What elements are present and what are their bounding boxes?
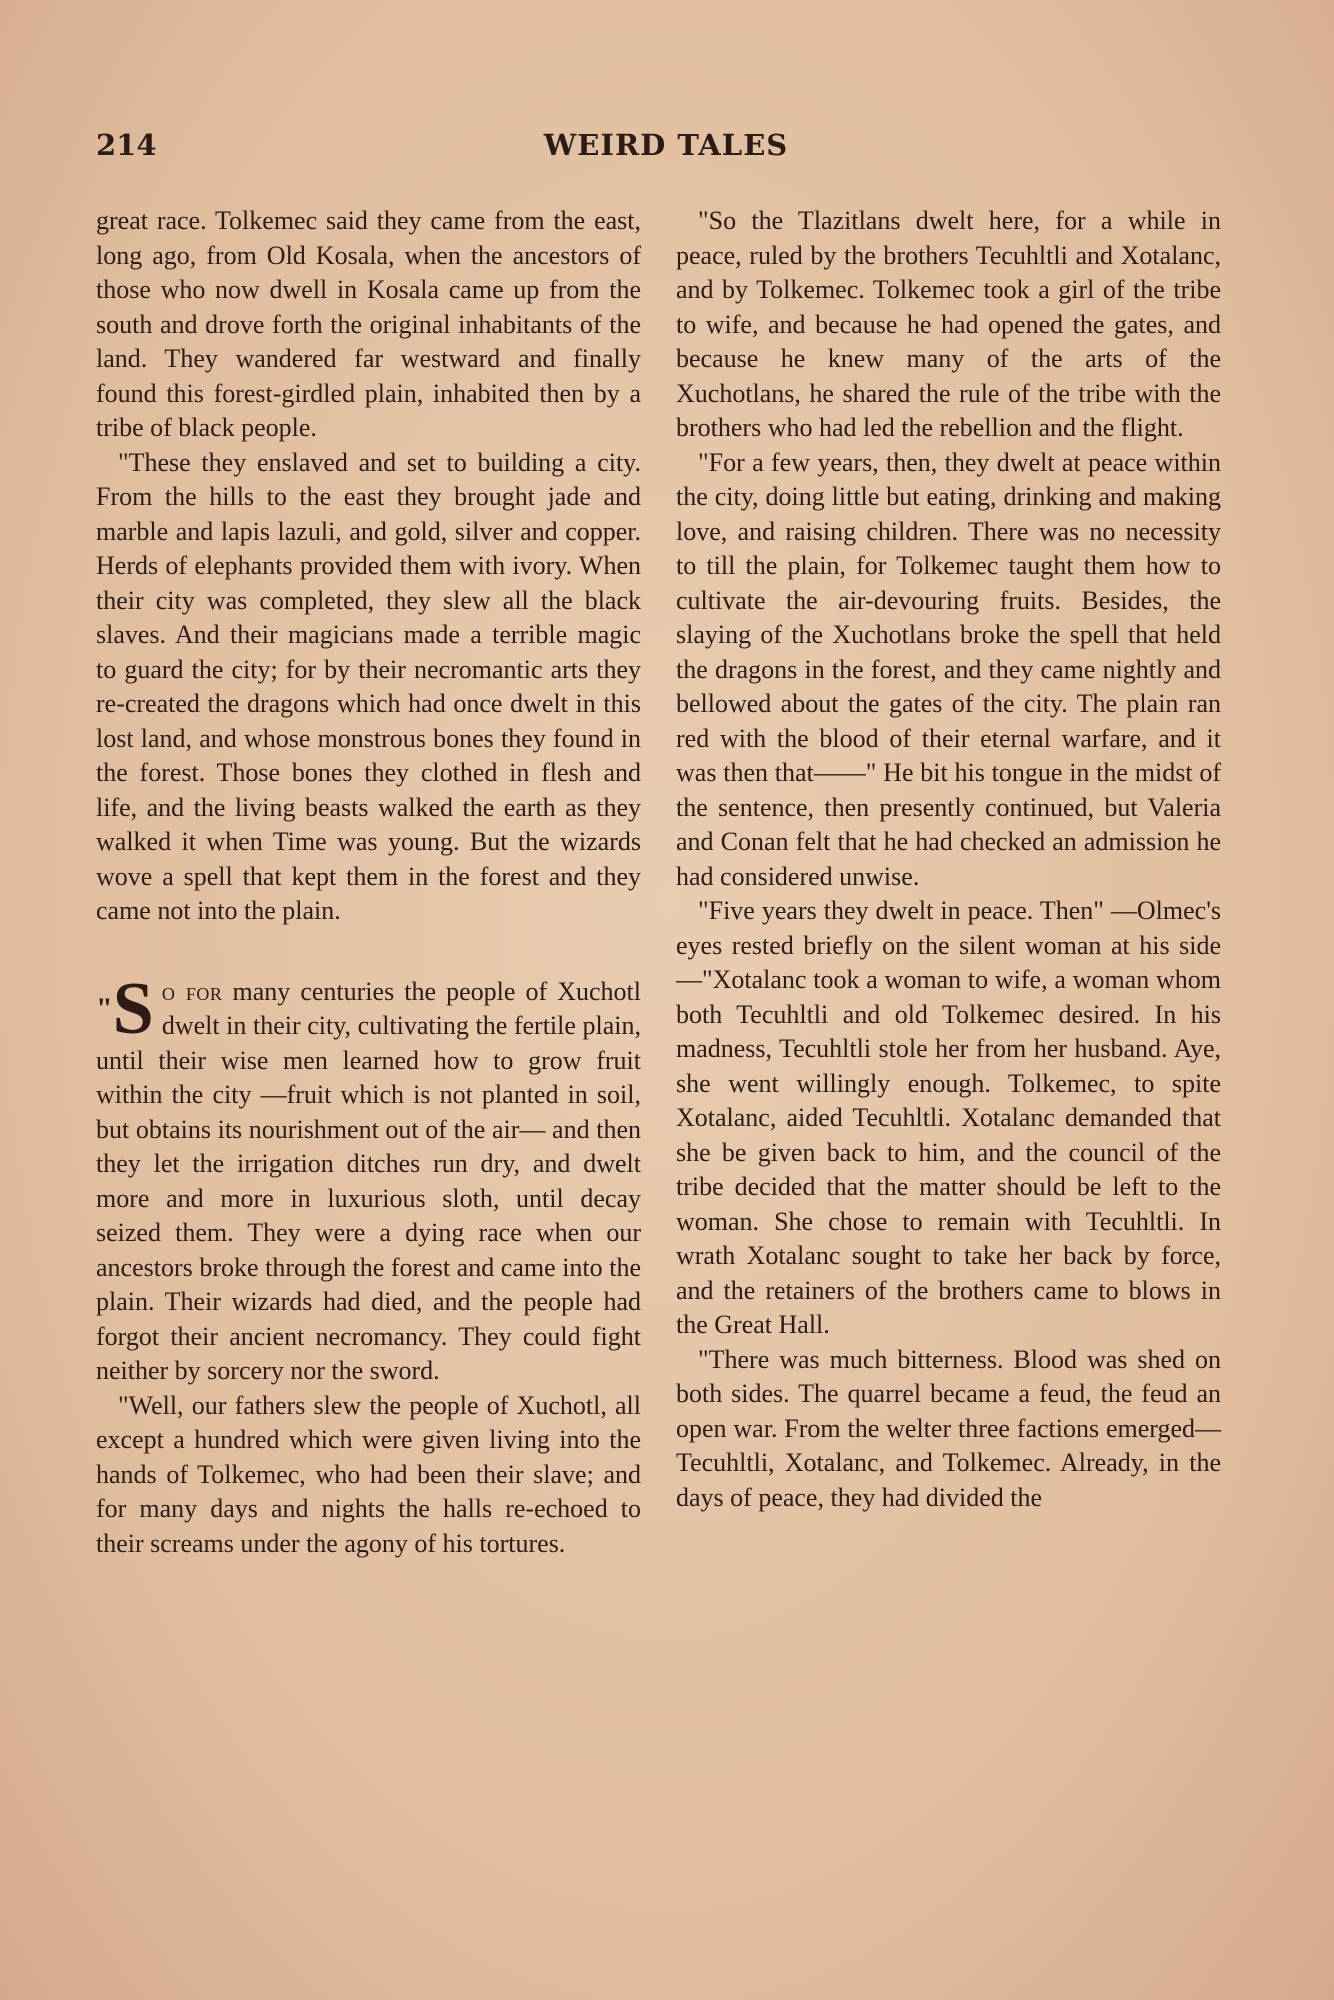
- dropcap-paragraph: [96, 967, 642, 1389]
- paragraph-text: many centuries the people of Xuchotl dwelt in their city, cultivating the fertile plain, until their wise men learned how to grow fruit within the city —fruit which is not planted in soil, but obtains its nourishment out of the air— and then they let the irrigation ditches run dry, and dwelt more and more in luxurious sloth, until decay seized them. They were a dying race when our ancestors broke through the forest and came into the plain. Their wizards had died, and the people had forgot their ancient necromancy. They could fight neither by sorcery nor the sword.: [96, 976, 642, 1385]
- opening-quote: ": [96, 991, 113, 1025]
- dropcap-letter: [96, 967, 154, 1050]
- smallcaps-lead: o for: [161, 976, 223, 1006]
- left-column: [96, 204, 641, 1561]
- page-number: 214: [96, 128, 157, 162]
- paragraph: "Five years they dwelt in peace. Then" —Olmec's eyes rested briefly on the silent woman at his side—"Xotalanc took a woman to wife, a woman whom both Tecuhltli and old Tolkemec desired. In his madness, Tecuhltli stole her from her husband. Aye, she went willingly enough. Tolkemec, to spite Xotalanc, aided Tecuhltli. Xotalanc demanded that she be given back to him, and the council of the tribe decided that the matter should be left to the woman. She chose to remain with Tecuhltli. In wrath Xotalanc sought to take her back by force, and the retainers of the brothers came to blows in the Great Hall.: [676, 896, 1221, 1339]
- paragraph: "Well, our fathers slew the people of Xuchotl, all except a hundred which were given living into the hands of Tolkemec, who had been their slave; and for many days and nights the halls re-echoed to their screams under the agony of his tortures.: [96, 1390, 641, 1558]
- paragraph: "So the Tlazitlans dwelt here, for a while in peace, ruled by the brothers Tecuhltli and Xotalanc, and by Tolkemec. Tolkemec took a girl of the tribe to wife, and because he had opened the gates, and because he knew many of the arts of the Xuchotlans, he shared the rule of the tribe with the brothers who had led the rebellion and the flight.: [676, 206, 1221, 442]
- paragraph: great race. Tolkemec said they came from the east, long ago, from Old Kosala, when the ancestors of those who now dwell in Kosala came up from the south and drove forth the original inhabitants of the land. They wandered far westward and finally found this forest-girdled plain, inhabited then by a tribe of black people.: [96, 206, 641, 442]
- dropcap-char: S: [112, 967, 154, 1050]
- paragraph: "For a few years, then, they dwelt at peace within the city, doing little but eating, drinking and making love, and raising children. There was no necessity to till the plain, for Tolkemec taught them how to cultivate the air-devouring fruits. Besides, the slaying of the Xuchotlans broke the spell that held the dragons in the forest, and they came nightly and bellowed about the gates of the city. The plain ran red with the blood of their eternal warfare, and it was then that——" He bit his tongue in the midst of the sentence, then presently continued, but Valeria and Conan felt that he had checked an admission he had considered unwise.: [676, 447, 1221, 891]
- paragraph: "There was much bitterness. Blood was shed on both sides. The quarrel became a feud, the feud an open war. From the welter three factions emerged—Tecuhltli, Xotalanc, and Tolkemec. Already, in the days of peace, they had divided the: [676, 1344, 1221, 1512]
- paragraph: "These they enslaved and set to building a city. From the hills to the east they brought jade and marble and lapis lazuli, and gold, silver and copper. Herds of elephants provided them with ivory. When their city was completed, they slew all the black slaves. And their magicians made a terrible magic to guard the city; for by their necromantic arts they re-created the dragons which had once dwelt in this lost land, and whose monstrous bones they found in the forest. Those bones they clothed in flesh and life, and the living beasts walked the earth as they walked it when Time was young. But the wizards wove a spell that kept them in the forest and they came not into the plain.: [96, 447, 641, 925]
- running-title: WEIRD TALES: [543, 128, 789, 162]
- page-header: [96, 128, 1236, 172]
- right-column: [676, 204, 1221, 1515]
